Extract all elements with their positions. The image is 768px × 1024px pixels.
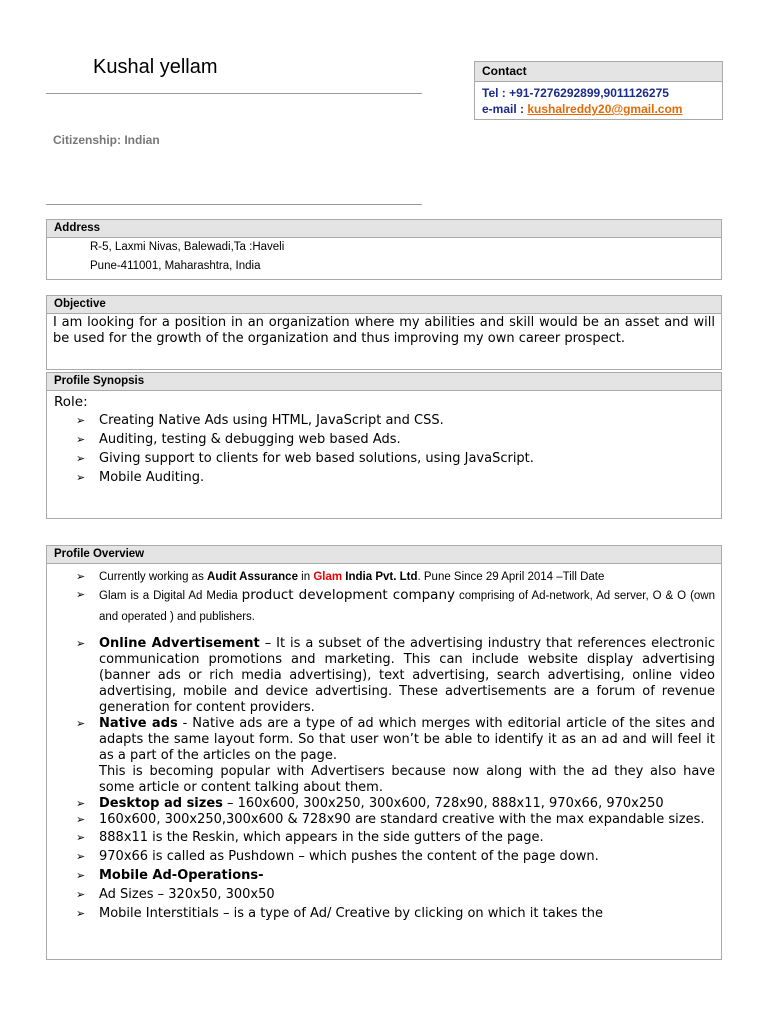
divider (46, 93, 422, 94)
arrow-bullet-icon: ➢ (76, 452, 86, 465)
contact-box (474, 61, 723, 120)
citizenship: Citizenship: Indian (53, 133, 160, 147)
list-item: ➢ Creating Native Ads using HTML, JavaScript and CSS. (76, 413, 444, 428)
candidate-name: Kushal yellam (93, 56, 218, 78)
list-item: ➢ Mobile Auditing. (76, 470, 205, 485)
overview-list-continued (47, 796, 721, 923)
arrow-bullet-icon: ➢ (76, 433, 86, 446)
arrow-bullet-icon: ➢ (76, 813, 86, 826)
arrow-bullet-icon: ➢ (76, 907, 86, 920)
list-item: ➢ Giving support to clients for web based solutions, using JavaScript. (76, 451, 534, 466)
contact-email-line (475, 101, 722, 117)
list-item: ➢ Ad Sizes – 320x50, 300x50 (76, 887, 275, 902)
objective-title: Objective (47, 296, 721, 314)
arrow-bullet-icon: ➢ (76, 471, 86, 484)
email-link[interactable]: kushalreddy20@gmail.com (527, 102, 683, 116)
role-colon: : (83, 394, 88, 410)
native-ads-note: This is becoming popular with Advertisers because now along with the ad they also have some article or content talking about them. (99, 764, 715, 795)
list-item: ➢ 160x600, 300x250,300x600 & 728x90 are standard creative with the max expandable sizes. (76, 812, 705, 827)
overview-title: Profile Overview (47, 546, 721, 564)
address-section (46, 219, 722, 280)
overview-section (46, 545, 722, 960)
list-item: ➢ Online Advertisement – It is a subset of the advertising industry that references electronic communication promotions and marketing. This can include website display advertising (banner ads or rich media advertising), text advertising, search advertising, online video advertising, mobile and device advertising. These advertisements are a forum of revenue generation for content providers. (76, 636, 715, 715)
arrow-bullet-icon: ➢ (76, 831, 86, 844)
arrow-bullet-icon: ➢ (76, 414, 86, 427)
contact-tel: Tel : +91-7276292899,9011126275 (482, 86, 669, 100)
address-title: Address (47, 220, 721, 238)
arrow-bullet-icon: ➢ (76, 869, 86, 882)
arrow-bullet-icon: ➢ (76, 717, 86, 730)
list-item: ➢ Mobile Interstitials – is a type of Ad/ Creative by clicking on which it takes the (76, 906, 604, 921)
list-item: ➢ Auditing, testing & debugging web based Ads. (76, 432, 401, 447)
objective-section (46, 295, 722, 370)
list-item: ➢ Desktop ad sizes – 160x600, 300x250, 300x600, 728x90, 888x11, 970x66, 970x250 (76, 796, 664, 811)
role-label: Role (54, 394, 84, 410)
arrow-bullet-icon: ➢ (76, 589, 86, 601)
list-item: ➢ 970x66 is called as Pushdown – which pushes the content of the page down. (76, 849, 599, 864)
arrow-bullet-icon: ➢ (76, 888, 86, 901)
list-item: ➢ Mobile Ad-Operations- (76, 868, 264, 883)
email-label: e-mail : (482, 102, 528, 116)
address-line-1: R-5, Laxmi Nivas, Balewadi,Ta :Haveli (90, 241, 285, 253)
role-heading (47, 393, 721, 411)
divider (46, 204, 422, 205)
arrow-bullet-icon: ➢ (76, 797, 86, 810)
list-item: ➢ Glam is a Digital Ad Media product development company comprising of Ad-network, Ad server, O & O (own and operated ) and publishers. (76, 587, 716, 623)
arrow-bullet-icon: ➢ (76, 850, 86, 863)
role-list (47, 411, 721, 487)
synopsis-section (46, 372, 722, 519)
list-item: ➢ Native ads - Native ads are a type of ad which merges with editorial article of the sites and adapts the same layout form. So that user won’t be able to identify it as an ad and will feel it as a part of the articles on the page. (76, 716, 715, 763)
contact-title: Contact (475, 62, 722, 82)
synopsis-title: Profile Synopsis (47, 373, 721, 391)
arrow-bullet-icon: ➢ (76, 571, 86, 583)
list-item: ➢ 888x11 is the Reskin, which appears in the side gutters of the page. (76, 830, 544, 845)
objective-text: I am looking for a position in an organization where my abilities and skill would be an asset and will be used for the growth of the organization and thus improving my own career prospect. (53, 315, 715, 346)
overview-list (47, 569, 721, 764)
arrow-bullet-icon: ➢ (76, 637, 86, 650)
address-line-2: Pune-411001, Maharashtra, India (90, 260, 261, 272)
list-item: ➢ Currently working as Audit Assurance in Glam India Pvt. Ltd. Pune Since 29 April 2014 –Till Date (76, 571, 605, 583)
